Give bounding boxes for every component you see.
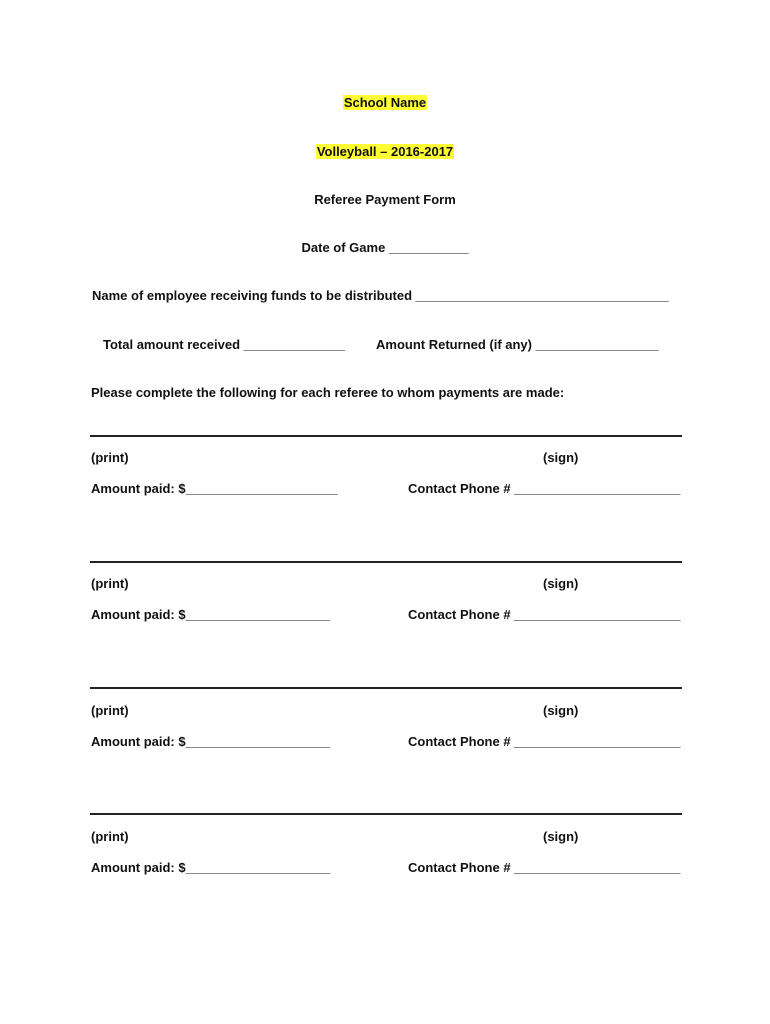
employee-name-field[interactable]: Name of employee receiving funds to be distributed ___________________________________ bbox=[92, 288, 669, 303]
referee-2-sign-label: (sign) bbox=[543, 576, 579, 591]
season-line bbox=[0, 144, 770, 159]
season-title: Volleyball – 2016-2017 bbox=[316, 144, 454, 159]
referee-4-name-line[interactable] bbox=[90, 813, 682, 815]
referee-2-amount-paid-field[interactable]: Amount paid: $____________________ bbox=[91, 607, 331, 622]
referee-3-sign-label: (sign) bbox=[543, 703, 579, 718]
referee-3-print-label: (print) bbox=[91, 703, 129, 718]
date-of-game-field[interactable]: Date of Game ___________ bbox=[301, 240, 469, 255]
referee-4-sign-label: (sign) bbox=[543, 829, 579, 844]
referee-3-contact-phone-field[interactable]: Contact Phone # _______________________ bbox=[408, 734, 681, 749]
referee-1-amount-paid-field[interactable]: Amount paid: $_____________________ bbox=[91, 481, 338, 496]
referee-4-print-label: (print) bbox=[91, 829, 129, 844]
total-amount-received-field[interactable]: Total amount received ______________ bbox=[103, 337, 345, 352]
referee-3-name-line[interactable] bbox=[90, 687, 682, 689]
referee-1-sign-label: (sign) bbox=[543, 450, 579, 465]
school-name: School Name bbox=[343, 95, 427, 110]
referee-4-contact-phone-field[interactable]: Contact Phone # _______________________ bbox=[408, 860, 681, 875]
referee-3-amount-paid-field[interactable]: Amount paid: $____________________ bbox=[91, 734, 331, 749]
school-name-line bbox=[0, 95, 770, 110]
referee-1-contact-phone-field[interactable]: Contact Phone # _______________________ bbox=[408, 481, 681, 496]
referee-1-print-label: (print) bbox=[91, 450, 129, 465]
amount-returned-field[interactable]: Amount Returned (if any) _________________ bbox=[376, 337, 659, 352]
referee-2-contact-phone-field[interactable]: Contact Phone # _______________________ bbox=[408, 607, 681, 622]
referee-1-name-line[interactable] bbox=[90, 435, 682, 437]
referee-4-amount-paid-field[interactable]: Amount paid: $____________________ bbox=[91, 860, 331, 875]
form-title: Referee Payment Form bbox=[314, 192, 456, 207]
referee-2-print-label: (print) bbox=[91, 576, 129, 591]
referee-2-name-line[interactable] bbox=[90, 561, 682, 563]
instructions-text: Please complete the following for each referee to whom payments are made: bbox=[91, 385, 565, 400]
